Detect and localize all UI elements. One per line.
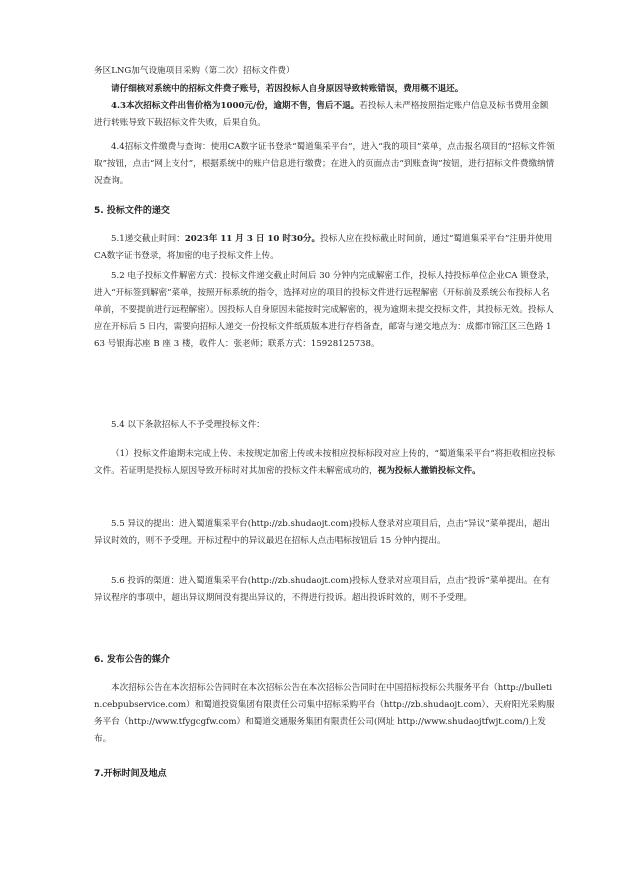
paragraph-5-4: 5.4 以下条款招标人不予受理投标文件：: [111, 420, 265, 430]
paragraph-6: 本次招标公告在本次招标公告同时在本次招标公告在本次招标公告同时在中国招标投标公共服务平台（http://bulletin.cebpubservice.com）和蜀道投资集团有限责任公司集中招标采购平台（http://zb.shudaojt.com）、天府阳光采购服务平台（http://www.tfygcgfw.com）和蜀道交通服务集团有限责任公司(网址 http://www.shudaojtfwjt.com/)上发布。: [94, 683, 555, 744]
text-line: 务区LNG加气设施项目采购（第二次）招标文件费）: [94, 66, 295, 76]
paragraph-5-6: 5.6 投诉的渠道：进入蜀道集采平台(http://zb.shudaojt.com)投标人登录对应项目后，点击“投诉”菜单提出。在有异议程序的事项中，超出异议期间没有提出异议的，不得进行投诉。超出投诉时效的，则不予受理。: [94, 576, 550, 603]
section-heading-5: 5. 投标文件的递交: [94, 206, 170, 216]
paragraph-5-5: 5.5 异议的提出：进入蜀道集采平台(http://zb.shudaojt.com)投标人登录对应项目后，点击“异议”菜单提出，超出异议时效的，则不予受理。开标过程中的异议最迟在招标人点击唱标按钮后 15 分钟内提出。: [94, 519, 550, 546]
section-heading-7: 7.开标时间及地点: [94, 769, 167, 779]
paragraph-5-1: [94, 231, 556, 265]
paragraph-5-1-rest: 投标人应在投标截止时间前，通过“蜀道集采平台”注册并使用CA数字证书登录，将加密的电子投标文件上传。: [94, 234, 553, 261]
paragraph-4-3-rest: 若投标人未严格按照指定账户信息及标书费用金额进行转账导致下载招标文件失败，后果自负。: [94, 101, 549, 128]
deadline-value: 2023年 11 月 3 日 10 时30分。: [184, 234, 321, 244]
paragraph-4-3: [94, 98, 556, 132]
paragraph-4-4: 4.4招标文件缴费与查询：使用CA数字证书登录“蜀道集采平台”，进入“我的项目”菜单，点击报名项目的“招标文件领取”按钮，点击“网上支付”，根据系统中的账户信息进行缴费；在进入的页面点击“到账查询”按钮，进行招标文件费缴纳情况查询。: [94, 142, 555, 186]
paragraph-5-4-1: [94, 446, 556, 480]
section-heading-6: 6. 发布公告的媒介: [94, 655, 170, 665]
deadline-label: 5.1递交截止时间：: [111, 234, 185, 244]
revoke-text: 视为投标人撤销投标文件。: [377, 466, 481, 476]
paragraph-5-4-1-text: （1）投标文件逾期未完成上传、未按规定加密上传或未按相应投标标段对应上传的，“蜀道集采平台”将拒收相应投标文件。若证明是投标人原因导致开标时对其加密的投标文件未解密成功的，: [94, 449, 555, 476]
paragraph-5-2: 5.2 电子投标文件解密方式：投标文件递交截止时间后 30 分钟内完成解密工作，投标人持投标单位企业CA 锁登录，进入“开标签到解密”菜单，按照开标系统的指令，选择对应的项目的投标文件进行远程解密（开标前及系统公布投标人名单前，不要提前进行远程解密）。因投标人自身原因未能按时完成解密的，视为逾期未提交投标文件，其投标无效。投标人应在开标后 5 日内，需要向招标人递交一份投标文件纸质版本进行存档备查，邮寄与递交地点为：成都市锦江区三色路 163 号银海芯座 B 座 3 楼，收件人：张老师；联系方式：15928125738。: [94, 271, 555, 349]
warning-text: 请仔细核对系统中的招标文件费子账号，若因投标人自身原因导致转账错误，费用概不退还。: [111, 84, 464, 94]
price-text: 4.3本次招标文件出售价格为1000元/份，逾期不售，售后不退。: [111, 101, 360, 111]
